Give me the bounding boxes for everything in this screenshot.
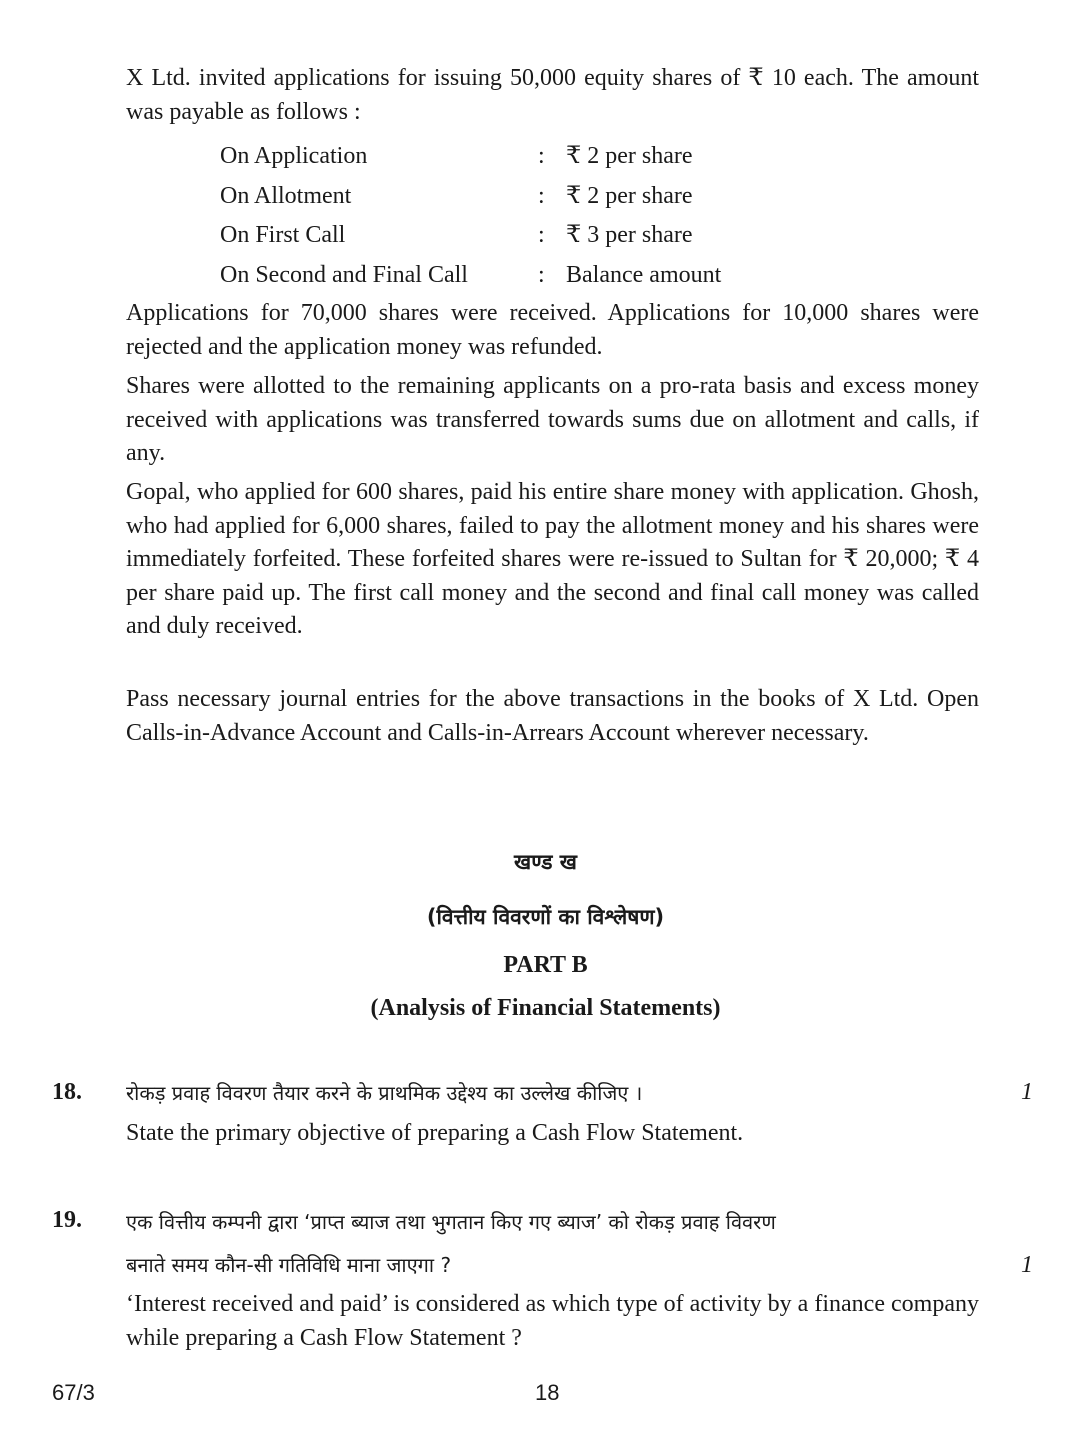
question-number: 19. xyxy=(52,1207,82,1233)
question-hindi-line: बनाते समय कौन-सी गतिविधि माना जाएगा ? xyxy=(126,1253,452,1277)
hindi-part-title: खण्ड ख xyxy=(514,850,577,874)
intro-paragraph: X Ltd. invited applications for issuing 50,000 equity shares of ₹ 10 each. The amount was payable as follows : xyxy=(126,65,979,125)
question-hindi-line: एक वित्तीय कम्पनी द्वारा ‘प्राप्त ब्याज तथा भुगतान किए गए ब्याज’ को रोकड़ प्रवाह विवरण xyxy=(126,1210,776,1234)
allotment-paragraph: Shares were allotted to the remaining applicants on a pro-rata basis and excess money received with applications was transferred towards sums due on allotment and calls, if any. xyxy=(126,373,979,466)
term-value: ₹ 3 per share xyxy=(566,222,693,248)
term-colon: : xyxy=(538,143,545,169)
term-value: ₹ 2 per share xyxy=(566,143,693,169)
term-label: On First Call xyxy=(220,222,346,248)
term-value: Balance amount xyxy=(566,261,722,288)
term-value: ₹ 2 per share xyxy=(566,182,693,209)
applications-paragraph: Applications for 70,000 shares were received. Applications for 10,000 shares were rejected and the application money was refunded. xyxy=(126,300,979,360)
question-hindi-text: रोकड़ प्रवाह विवरण तैयार करने के प्राथमिक उद्देश्य का उल्लेख कीजिए । xyxy=(126,1081,643,1105)
instruction-paragraph: Pass necessary journal entries for the above transactions in the books of X Ltd. Open Calls-in-Advance Account and Calls-in-Arrears Account wherever necessary. xyxy=(126,686,979,746)
paper-code: 67/3 xyxy=(52,1380,95,1405)
hindi-part-subtitle: (वित्तीय विवरणों का विश्लेषण) xyxy=(426,905,665,929)
term-label: On Second and Final Call xyxy=(220,261,468,288)
term-colon: : xyxy=(538,182,545,209)
page-number: 18 xyxy=(535,1380,560,1405)
term-colon: : xyxy=(538,261,545,288)
term-label: On Application xyxy=(220,143,368,169)
question-number: 18. xyxy=(52,1079,82,1105)
question-english-text: ‘Interest received and paid’ is considered as which type of activity by a finance company while preparing a Cash Flow Statement ? xyxy=(126,1291,979,1351)
forfeiture-paragraph: Gopal, who applied for 600 shares, paid his entire share money with application. Ghosh, who had applied for 6,000 shares, failed to pay the allotment money and his shares were immediately forfeited. These forfeited shares were re-issued to Sultan for ₹ 20,000; ₹ 4 per share paid up. The first call money and the second and final call money was called and duly received. xyxy=(126,479,979,639)
question-marks: 1 xyxy=(1021,1079,1033,1105)
part-title: PART B xyxy=(503,952,588,978)
part-subtitle: (Analysis of Financial Statements) xyxy=(370,995,721,1021)
question-marks: 1 xyxy=(1021,1252,1033,1278)
term-label: On Allotment xyxy=(220,182,352,209)
question-english-text: State the primary objective of preparing a Cash Flow Statement. xyxy=(126,1120,744,1146)
term-colon: : xyxy=(538,222,545,248)
